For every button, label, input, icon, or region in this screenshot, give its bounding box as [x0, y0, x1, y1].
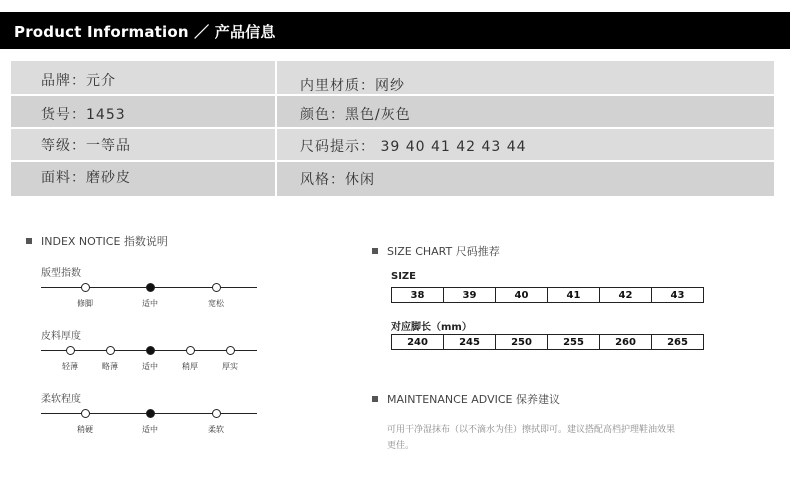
scale-point-label: 适中: [142, 299, 158, 308]
scale-point-label: 柔软: [208, 425, 224, 434]
grade-field: 等级：一等品: [41, 138, 131, 154]
maintenance-text: 可用干净湿抹布（以不滴水为佳）擦拭即可。建议搭配高档护理鞋油效果更佳。: [387, 425, 676, 451]
foot-length-label: 对应脚长（mm）: [391, 322, 472, 333]
product-info-table: [11, 61, 774, 196]
index-notice-title: INDEX NOTICE 指数说明: [26, 233, 168, 249]
scale-dot-selected: [146, 409, 155, 418]
info-divider: [275, 61, 277, 196]
scale-dot-selected: [146, 346, 155, 355]
lining-field: 内里材质：网纱: [300, 78, 405, 94]
scale-point-label: 修脚: [77, 299, 93, 308]
scale-dot: [212, 409, 221, 418]
square-bullet-icon: [372, 396, 378, 402]
size-cell: 42: [600, 288, 652, 303]
size-cell: 38: [392, 288, 444, 303]
scale-dot-selected: [146, 283, 155, 292]
foot-length-cell: 250: [496, 335, 548, 350]
square-bullet-icon: [26, 238, 32, 244]
maintenance-title: MAINTENANCE ADVICE 保养建议: [372, 391, 560, 407]
size-label: SIZE: [391, 271, 417, 282]
size-row: [392, 288, 704, 303]
size-cell: 39: [444, 288, 496, 303]
scale-dot: [81, 409, 90, 418]
foot-length-cell: 260: [600, 335, 652, 350]
scale-dot: [66, 346, 75, 355]
scale-dot: [186, 346, 195, 355]
scale-point-label: 略薄: [102, 362, 118, 371]
size-cell: 40: [496, 288, 548, 303]
size-cell: 43: [652, 288, 704, 303]
scale-point-label: 厚实: [222, 362, 238, 371]
foot-length-cell: 255: [548, 335, 600, 350]
scale-dot: [226, 346, 235, 355]
brand-field: 品牌：元介: [41, 73, 116, 89]
square-bullet-icon: [372, 248, 378, 254]
foot-length-table: [391, 334, 704, 350]
foot-length-cell: 245: [444, 335, 496, 350]
size-chart-title: SIZE CHART 尺码推荐: [372, 243, 500, 259]
foot-length-cell: 265: [652, 335, 704, 350]
foot-length-row: [392, 335, 704, 350]
scale-dot: [81, 283, 90, 292]
page-title: Product Information ／ 产品信息: [14, 23, 276, 41]
scale-dot: [212, 283, 221, 292]
scale-point-label: 稍厚: [182, 362, 198, 371]
foot-length-cell: 240: [392, 335, 444, 350]
thickness-scale-label: 皮料厚度: [41, 331, 81, 342]
header-bar: [0, 12, 790, 49]
color-field: 颜色：黑色/灰色: [300, 107, 411, 123]
scale-point-label: 适中: [142, 362, 158, 371]
scale-point-label: 稍硬: [77, 425, 93, 434]
size-table: [391, 287, 704, 303]
item-number-field: 货号：1453: [41, 107, 126, 123]
fit-scale-label: 版型指数: [41, 268, 81, 279]
size-cell: 41: [548, 288, 600, 303]
scale-point-label: 宽松: [208, 299, 224, 308]
style-field: 风格：休闲: [300, 172, 375, 188]
scale-dot: [106, 346, 115, 355]
softness-scale-label: 柔软程度: [41, 394, 81, 405]
material-field: 面料：磨砂皮: [41, 170, 131, 186]
scale-point-label: 适中: [142, 425, 158, 434]
size-hint-field: 尺码提示： 39 40 41 42 43 44: [300, 139, 527, 155]
scale-point-label: 轻薄: [62, 362, 78, 371]
